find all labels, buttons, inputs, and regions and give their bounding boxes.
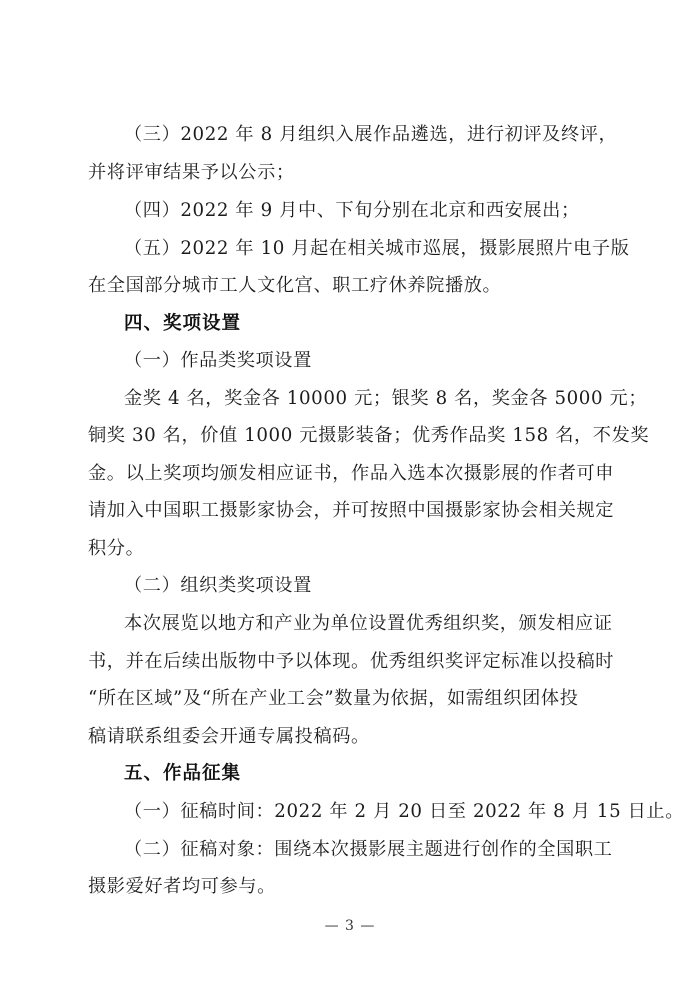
submission-time-line: （一）征稿时间：2022 年 2 月 20 日至 2022 年 8 月 15 日止。: [124, 801, 684, 822]
award-works-line-4: 请加入中国职工摄影家协会，并可按照中国摄影家协会相关规定: [88, 500, 615, 521]
submission-target-line-1: （二）征稿对象：围绕本次摄影展主题进行创作的全国职工: [124, 839, 613, 860]
award-works-line-3: 金。以上奖项均颁发相应证书，作品入选本次摄影展的作者可申: [88, 463, 615, 484]
schedule-item-5-line-1: （五）2022 年 10 月起在相关城市巡展，摄影展照片电子版: [124, 238, 630, 259]
section-4-heading: 四、奖项设置: [124, 313, 242, 334]
award-works-line-1: 金奖 4 名，奖金各 10000 元；银奖 8 名，奖金各 5000 元；: [124, 388, 648, 409]
schedule-item-4-line-1: （四）2022 年 9 月中、下旬分别在北京和西安展出；: [124, 200, 580, 221]
award-org-line-2: 书，并在后续出版物中予以体现。优秀组织奖评定标准以投稿时: [88, 651, 615, 672]
award-org-line-3: “所在区域”及“所在产业工会”数量为依据，如需组织团体投: [88, 688, 579, 709]
page-number: — 3 —: [324, 918, 376, 934]
award-works-title: （一）作品类奖项设置: [124, 350, 312, 371]
schedule-item-5-line-2: 在全国部分城市工人文化宫、职工疗休养院播放。: [88, 275, 502, 296]
schedule-item-3-line-2: 并将评审结果予以公示；: [88, 162, 295, 183]
award-works-line-5: 积分。: [88, 538, 145, 559]
submission-target-line-2: 摄影爱好者均可参与。: [88, 876, 276, 897]
award-org-line-4: 稿请联系组委会开通专属投稿码。: [88, 726, 370, 747]
award-works-line-2: 铜奖 30 名，价值 1000 元摄影装备；优秀作品奖 158 名，不发奖: [88, 425, 650, 446]
award-org-title: （二）组织类奖项设置: [124, 575, 312, 596]
section-5-heading: 五、作品征集: [124, 763, 242, 784]
award-org-line-1: 本次展览以地方和产业为单位设置优秀组织奖，颁发相应证: [124, 613, 613, 634]
schedule-item-3-line-1: （三）2022 年 8 月组织入展作品遴选，进行初评及终评，: [124, 124, 618, 145]
